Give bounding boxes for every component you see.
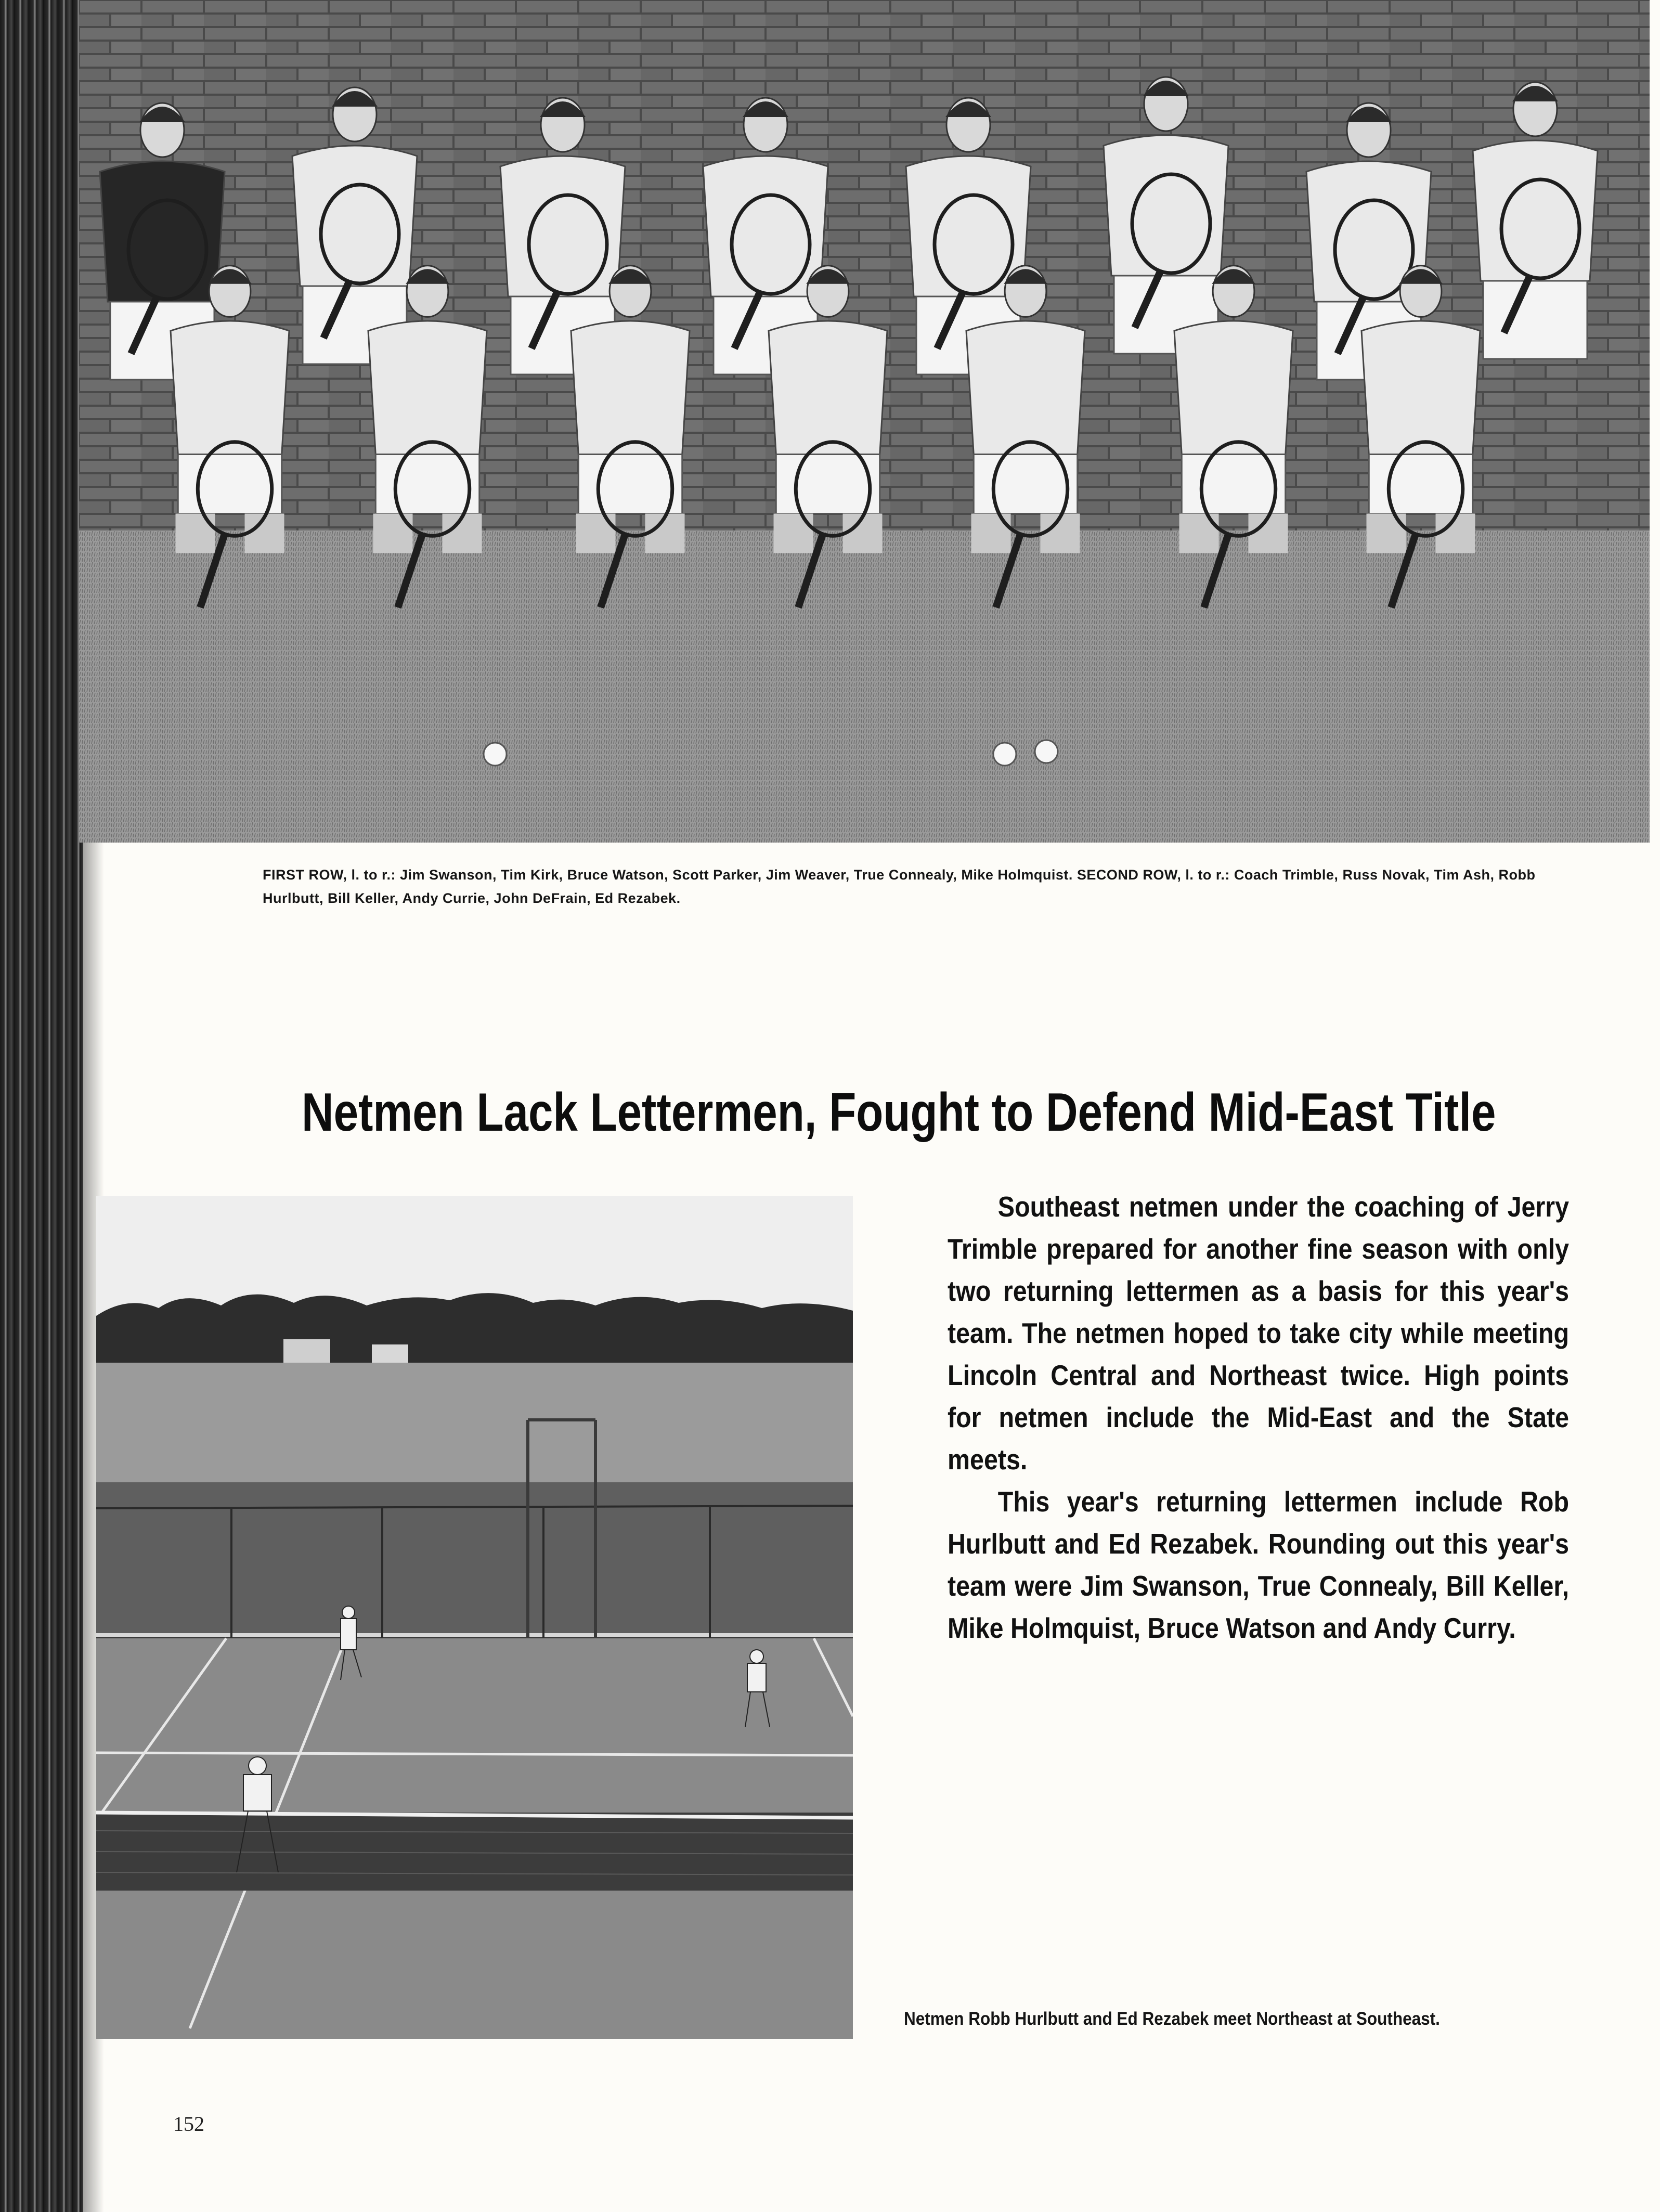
tennis-ball: [993, 743, 1016, 766]
tennis-ball: [1035, 740, 1058, 763]
team-photo-illustration: [79, 0, 1650, 843]
team-photo: [79, 0, 1650, 843]
article-paragraph: This year's returning lettermen include Rob Hurlbutt and Ed Rezabek. Rounding out this year's team were Jim Swanson, True Connealy, Bill Keller, Mike Holmquist, Bruce Watson and Andy Curry.: [948, 1485, 1570, 1644]
article-body: [948, 1186, 1570, 1649]
page-number: 152: [173, 2112, 204, 2136]
tennis-ball: [484, 743, 507, 766]
court-photo-caption: Netmen Robb Hurlbutt and Ed Rezabek meet Northeast at Southeast.: [904, 2009, 1440, 2029]
court-photo: [96, 1196, 853, 2039]
team-photo-caption: FIRST ROW, l. to r.: Jim Swanson, Tim Kirk, Bruce Watson, Scott Parker, Jim Weaver, True Connealy, Mike Holmquist. SECOND ROW, l. to r.: Coach Trimble, Russ Novak, Tim Ash, Robb Hurlbutt, Bill Keller, Andy Currie, John DeFrain, Ed Rezabek.: [263, 867, 1536, 906]
book-binding-edge: [0, 0, 83, 2212]
court-photo-illustration: [96, 1196, 853, 2039]
article-paragraph: Southeast netmen under the coaching of Jerry Trimble prepared for another fine season with only two returning lettermen as a basis for this year's team. The netmen hoped to take city while meeting Lincoln Central and Northeast twice. High points for netmen include the Mid-East and the State meets.: [948, 1191, 1570, 1476]
page-title: Netmen Lack Lettermen, Fought to Defend Mid-East Title: [302, 1082, 1496, 1143]
